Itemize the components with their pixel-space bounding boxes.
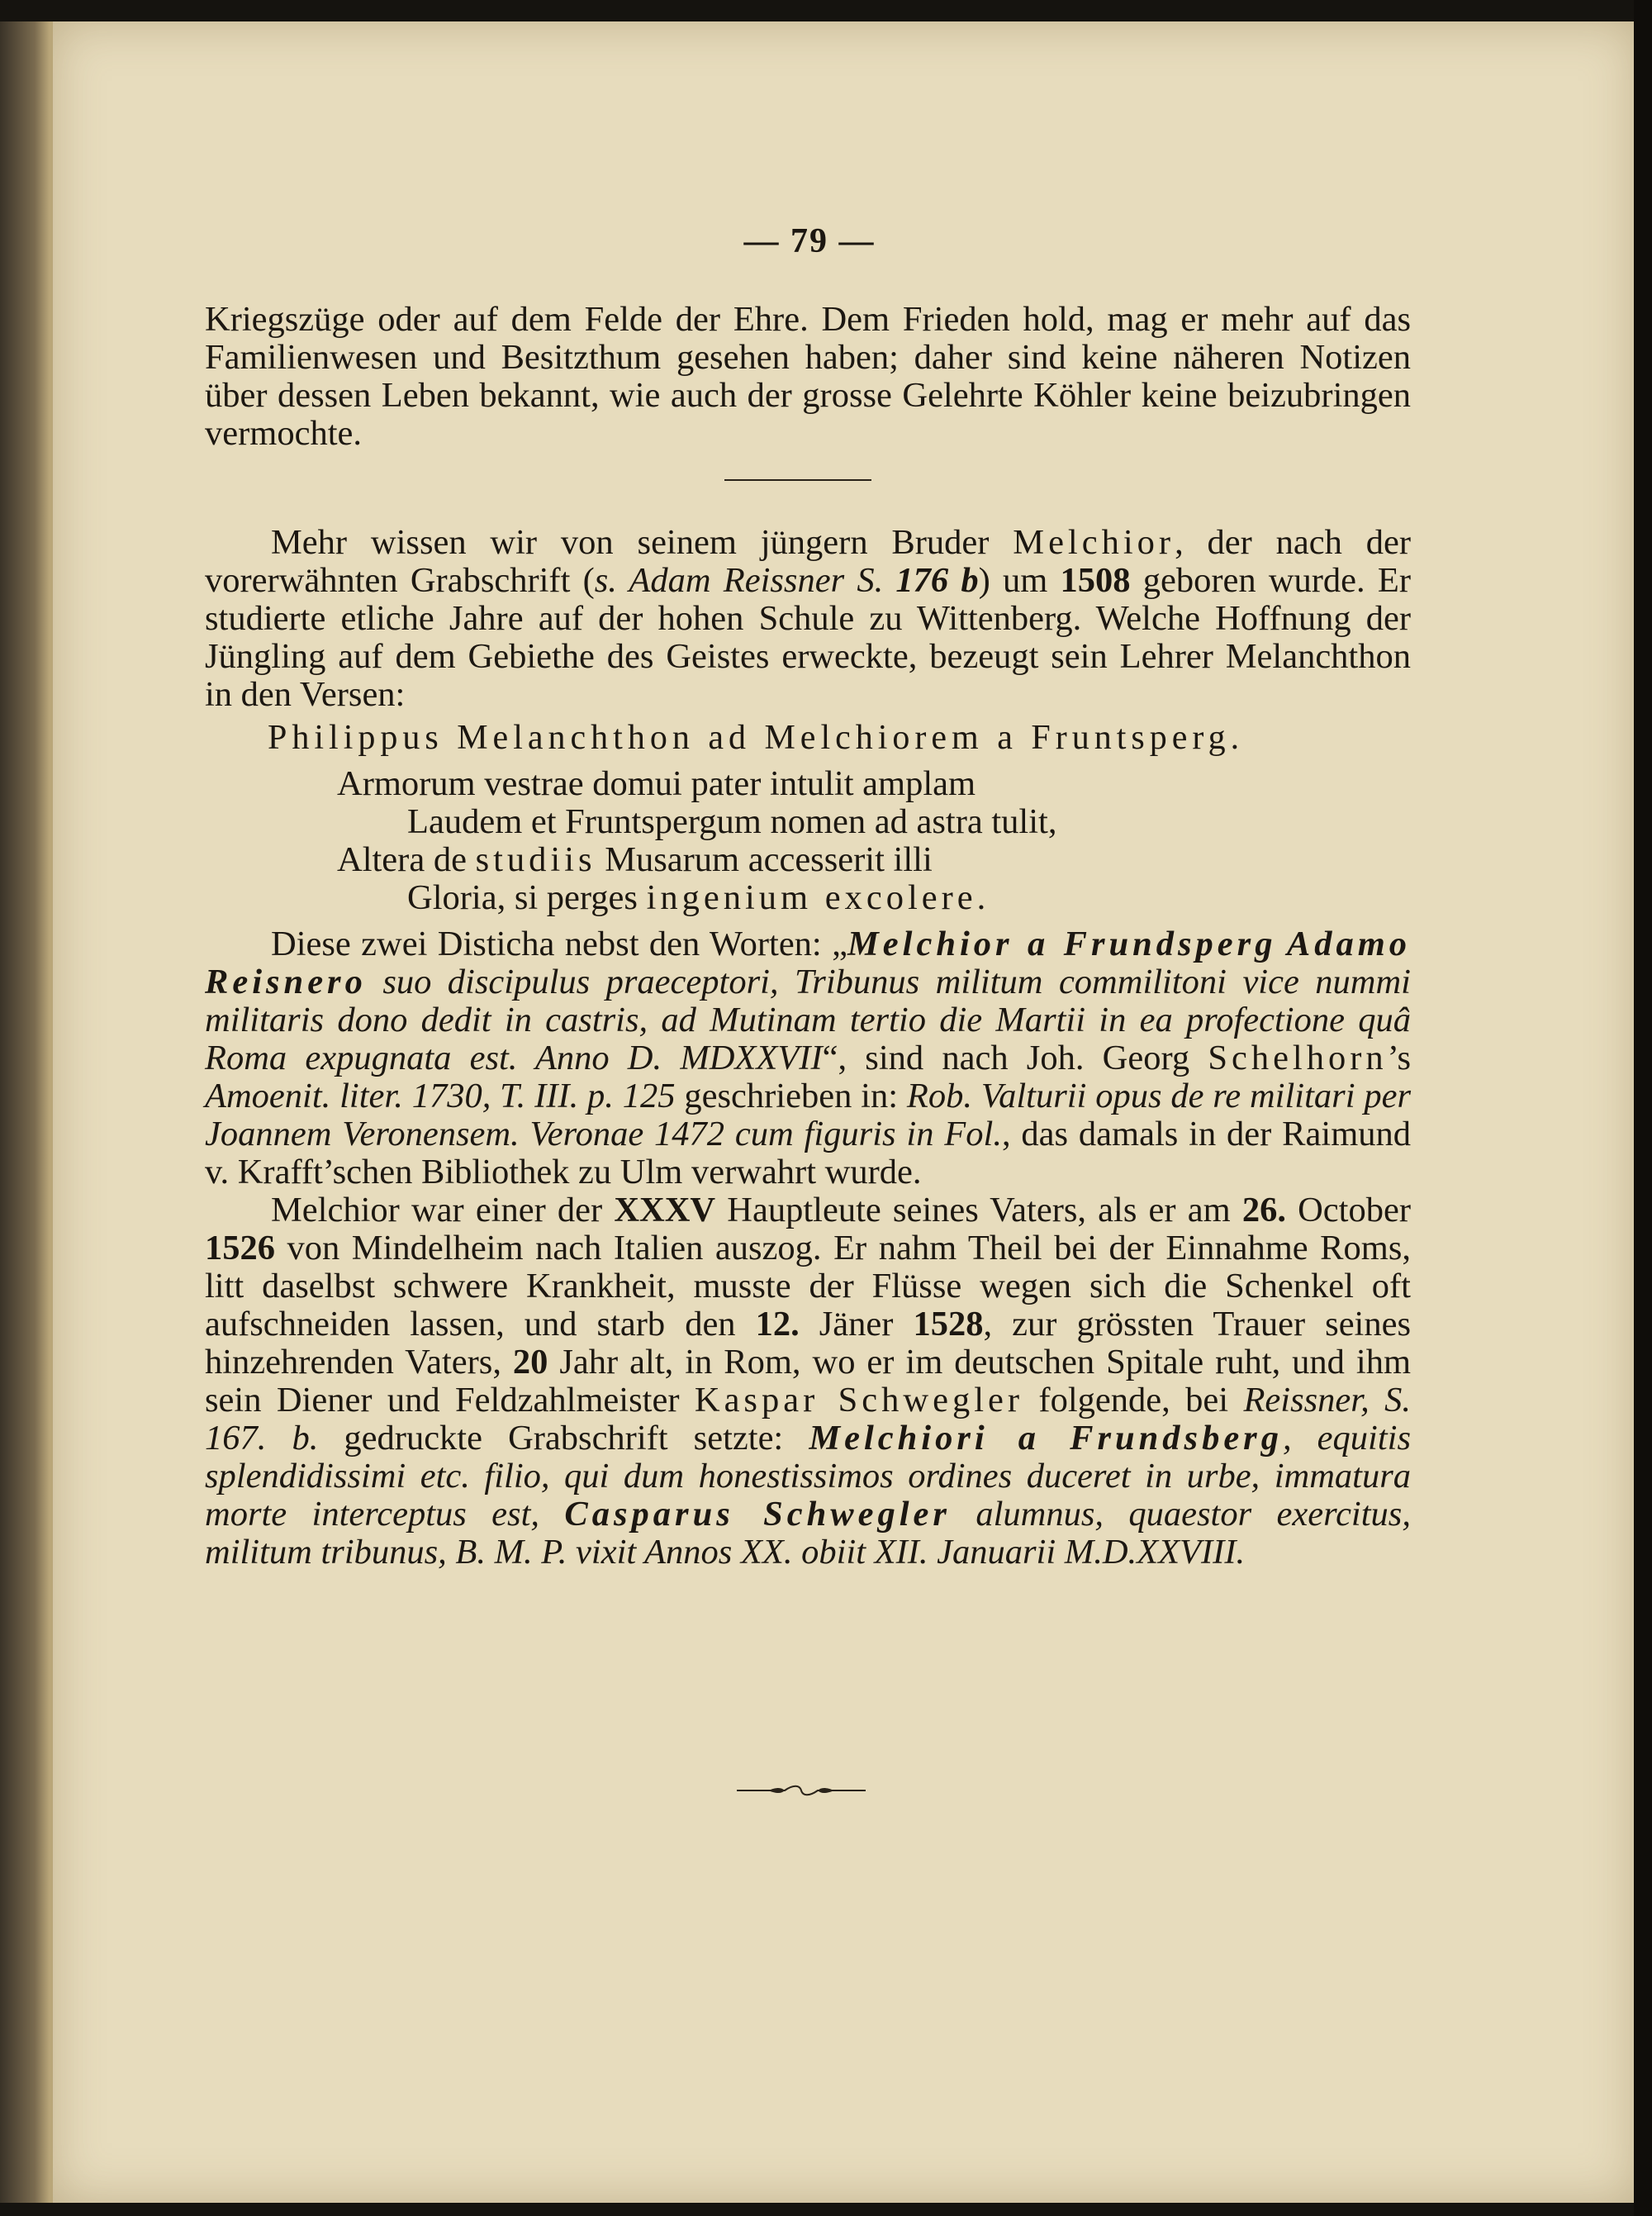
verse-line-1: Armorum vestrae domui pater intulit amplam xyxy=(337,764,976,803)
paragraph-4: Melchior war einer der XXXV Hauptleute seines Vaters, als er am 26. October 1526 von Mindelheim nach Italien auszog. Er nahm Theil bei der Einnahme Roms, litt daselbst schwere Krankheit, musste der Flüsse wegen sich die Schenkel oft aufschneiden lassen, und starb den 12. Jäner 1528, zur grössten Trauer seines hinzehrenden Vaters, 20 Jahr alt, in Rom, wo er im deutschen Spitale ruht, und ihm sein Diener und Feldzahlmeister Kaspar Schwegler folgende, bei Reissner, S. 167. b. gedruckte Grabschrift setzte: Melchiori a Frundsberg, equitis splendidissimi etc. filio, qui dum honestissimos ordines duceret in urbe, immatura morte interceptus est, Casparus Schwegler alumnus, quaestor exercitus, militum tribunus, B. M. P. vixit Annos XX. obiit XII. Januarii M.D.XXVIII. xyxy=(205,1191,1412,1572)
book-gutter xyxy=(0,21,50,2203)
paragraph-2: Mehr wissen wir von seinem jüngern Bruder Melchior, der nach der vorerwähnten Grabschrift (s. Adam Reissner S. 176 b) um 1508 geboren wurde. Er studierte etliche Jahre auf der hohen Schule zu Wittenberg. Welche Hoffnung der Jüngling auf dem Gebiethe des Geistes erweckte, bezeugt sein Lehrer Melanchthon in den Versen: xyxy=(205,523,1411,714)
verse-line-2: Laudem et Fruntspergum nomen ad astra tulit, xyxy=(407,802,1057,841)
poem-title: Philippus Melanchthon ad Melchiorem a Fruntsperg. xyxy=(268,719,1245,757)
verse-line-4: Gloria, si perges ingenium excolere. xyxy=(407,878,986,917)
page-edge xyxy=(1634,0,1652,2216)
ornament-divider xyxy=(735,1778,867,1803)
page-number: — 79 — xyxy=(743,222,876,260)
paragraph-3: Diese zwei Disticha nebst den Worten: „Melchior a Frundsperg Adamo Reisnero suo discipulus praeceptori, Tribunus militum commilitoni vice nummi militaris dono dedit in castris, ad Mutinam tertio die Martii in ea profectione quâ Roma expugnata est. Anno D. MDXXVII“, sind nach Joh. Georg Schelhorn’s Amoenit. liter. 1730, T. III. p. 125 geschrieben in: Rob. Valturii opus de re militari per Joannem Veronensem. Veronae 1472 cum figuris in Fol., das damals in der Raimund v. Krafft’schen Bibliothek zu Ulm verwahrt wurde. xyxy=(205,925,1412,1191)
page-body xyxy=(205,301,1411,1572)
verse-line-3: Altera de studiis Musarum accesserit illi xyxy=(337,840,933,879)
paragraph-1: Kriegszüge oder auf dem Felde der Ehre. Dem Frieden hold, mag er mehr auf das Familienwesen und Besitzthum gesehen haben; daher sind keine näheren Notizen über dessen Leben bekannt, wie auch der grosse Gelehrte Köhler keine beizubringen vermochte. xyxy=(205,300,1411,453)
section-divider xyxy=(724,479,871,481)
name-melchior: Melchior xyxy=(1013,523,1175,562)
